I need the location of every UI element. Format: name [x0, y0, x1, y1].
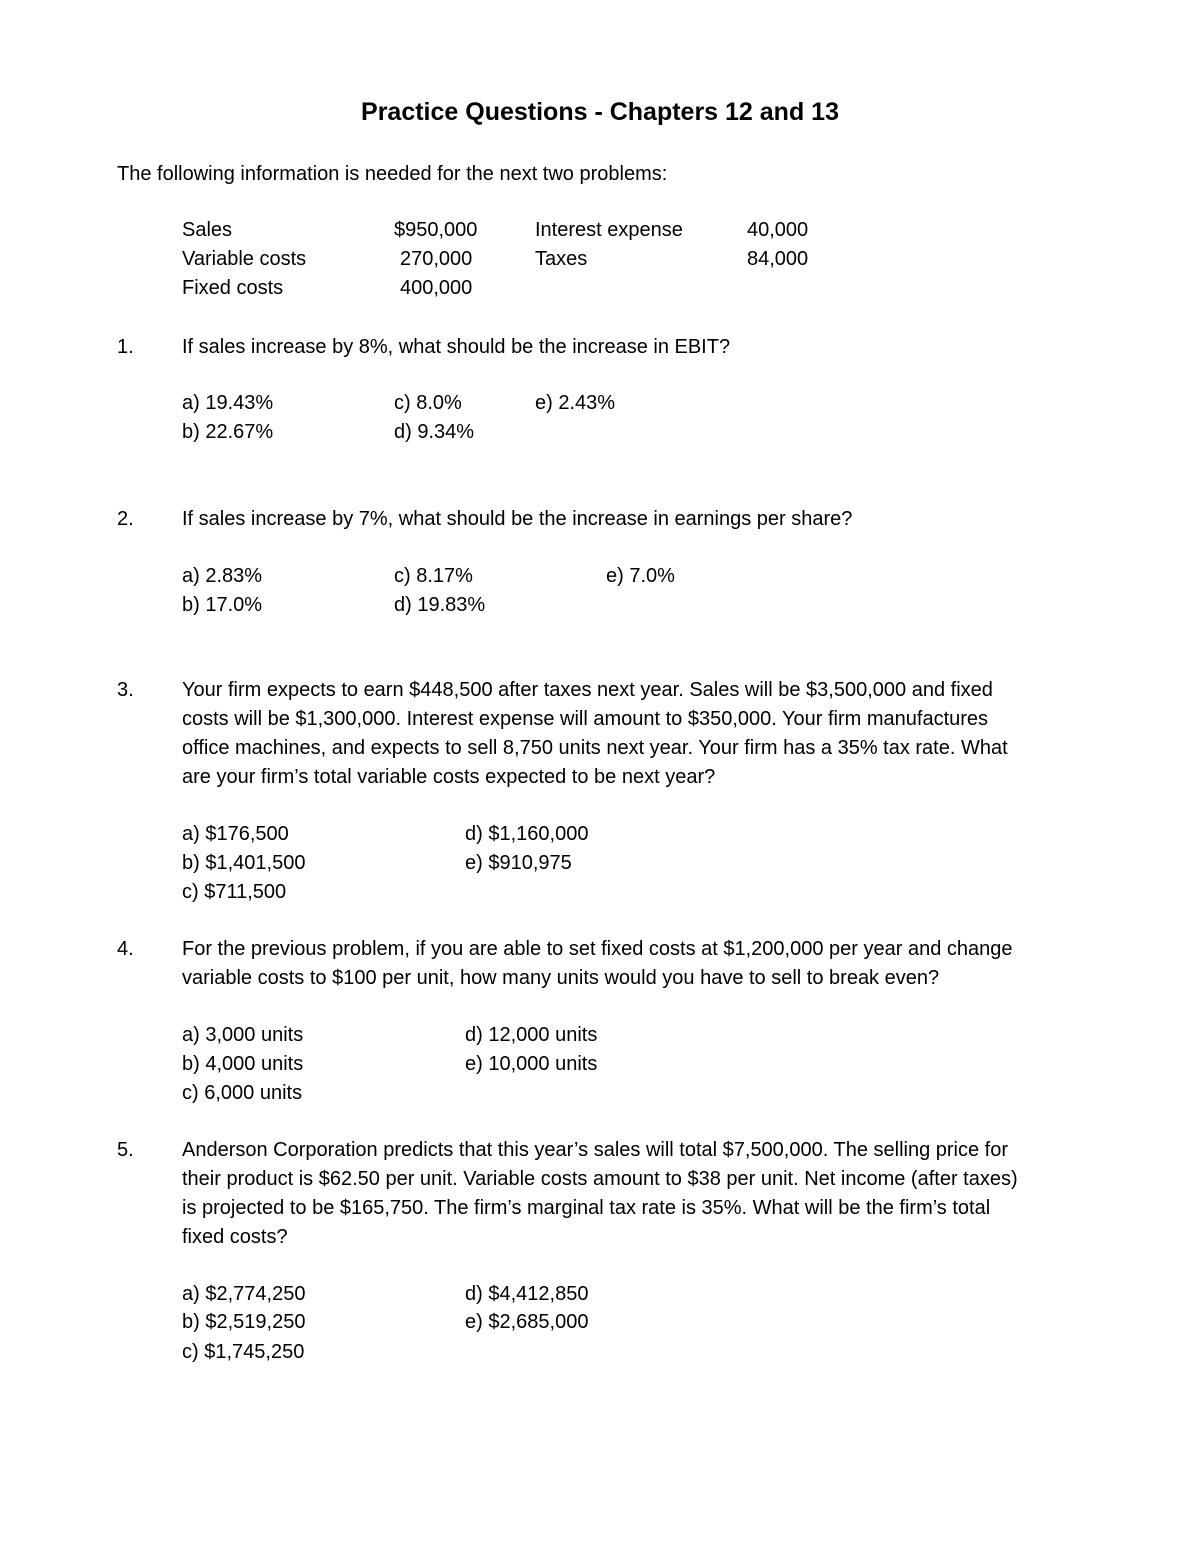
- option-e: e) 7.0%: [606, 565, 675, 587]
- question-line: fixed costs?: [182, 1226, 288, 1248]
- option-a: a) 3,000 units: [182, 1024, 304, 1046]
- info-label-sales: Sales: [182, 219, 233, 241]
- option-b: b) $2,519,250: [182, 1311, 306, 1333]
- question-line: costs will be $1,300,000. Interest expense will amount to $350,000. Your firm manufactures: [182, 708, 989, 730]
- option-a: a) $2,774,250: [182, 1283, 306, 1305]
- option-e: e) 2.43%: [535, 392, 616, 414]
- question-text: [182, 505, 1117, 534]
- question-line: are your firm’s total variable costs expected to be next year?: [182, 766, 716, 788]
- option-c: c) $711,500: [182, 881, 287, 903]
- info-label-variable-costs: Variable costs: [182, 248, 307, 270]
- question-number: 4.: [117, 938, 134, 960]
- option-e: e) $910,975: [465, 852, 572, 874]
- option-a: a) $176,500: [182, 823, 289, 845]
- question-line: is projected to be $165,750. The firm’s marginal tax rate is 35%. What will be the firm’s total: [182, 1197, 991, 1219]
- question-text: [182, 333, 1117, 362]
- question-line: office machines, and expects to sell 8,750 units next year. Your firm has a 35% tax rate. What: [182, 737, 1008, 759]
- info-value-interest-expense: 40,000: [747, 219, 809, 241]
- option-d: d) 12,000 units: [465, 1024, 598, 1046]
- option-d: d) 19.83%: [394, 594, 486, 616]
- page-title: Practice Questions - Chapters 12 and 13: [361, 98, 839, 126]
- option-c: c) 6,000 units: [182, 1082, 303, 1104]
- question-line: If sales increase by 7%, what should be the increase in earnings per share?: [182, 508, 853, 530]
- option-e: e) 10,000 units: [465, 1053, 598, 1075]
- option-d: d) 9.34%: [394, 421, 475, 443]
- intro-text: The following information is needed for the next two problems:: [117, 163, 668, 185]
- option-b: b) 17.0%: [182, 594, 263, 616]
- question-line: Your firm expects to earn $448,500 after taxes next year. Sales will be $3,500,000 and fixed: [182, 679, 993, 701]
- option-c: c) $1,745,250: [182, 1341, 305, 1363]
- info-value-fixed-costs: 400,000: [400, 277, 473, 299]
- option-b: b) 4,000 units: [182, 1053, 304, 1075]
- question-line: For the previous problem, if you are able to set fixed costs at $1,200,000 per year and change: [182, 938, 1013, 960]
- option-a: a) 2.83%: [182, 565, 263, 587]
- question-number: 5.: [117, 1139, 134, 1161]
- option-c: c) 8.0%: [394, 392, 462, 414]
- question-text: [182, 935, 1117, 993]
- option-a: a) 19.43%: [182, 392, 274, 414]
- question-text: [182, 676, 1117, 792]
- option-c: c) 8.17%: [394, 565, 473, 587]
- question-line: their product is $62.50 per unit. Variable costs amount to $38 per unit. Net income (after taxes): [182, 1168, 1018, 1190]
- info-value-variable-costs: 270,000: [400, 248, 473, 270]
- option-d: d) $1,160,000: [465, 823, 589, 845]
- info-label-taxes: Taxes: [535, 248, 588, 270]
- question-number: 1.: [117, 336, 134, 358]
- question-number: 2.: [117, 508, 134, 530]
- question-number: 3.: [117, 679, 134, 701]
- question-line: variable costs to $100 per unit, how many units would you have to sell to break even?: [182, 967, 940, 989]
- option-d: d) $4,412,850: [465, 1283, 589, 1305]
- question-line: If sales increase by 8%, what should be the increase in EBIT?: [182, 336, 731, 358]
- question-line: Anderson Corporation predicts that this year’s sales will total $7,500,000. The selling price for: [182, 1139, 1009, 1161]
- option-b: b) 22.67%: [182, 421, 274, 443]
- info-label-fixed-costs: Fixed costs: [182, 277, 284, 299]
- info-value-taxes: 84,000: [747, 248, 809, 270]
- option-b: b) $1,401,500: [182, 852, 306, 874]
- question-text: [182, 1136, 1117, 1252]
- info-value-sales: $950,000: [394, 219, 478, 241]
- info-label-interest-expense: Interest expense: [535, 219, 683, 241]
- option-e: e) $2,685,000: [465, 1311, 589, 1333]
